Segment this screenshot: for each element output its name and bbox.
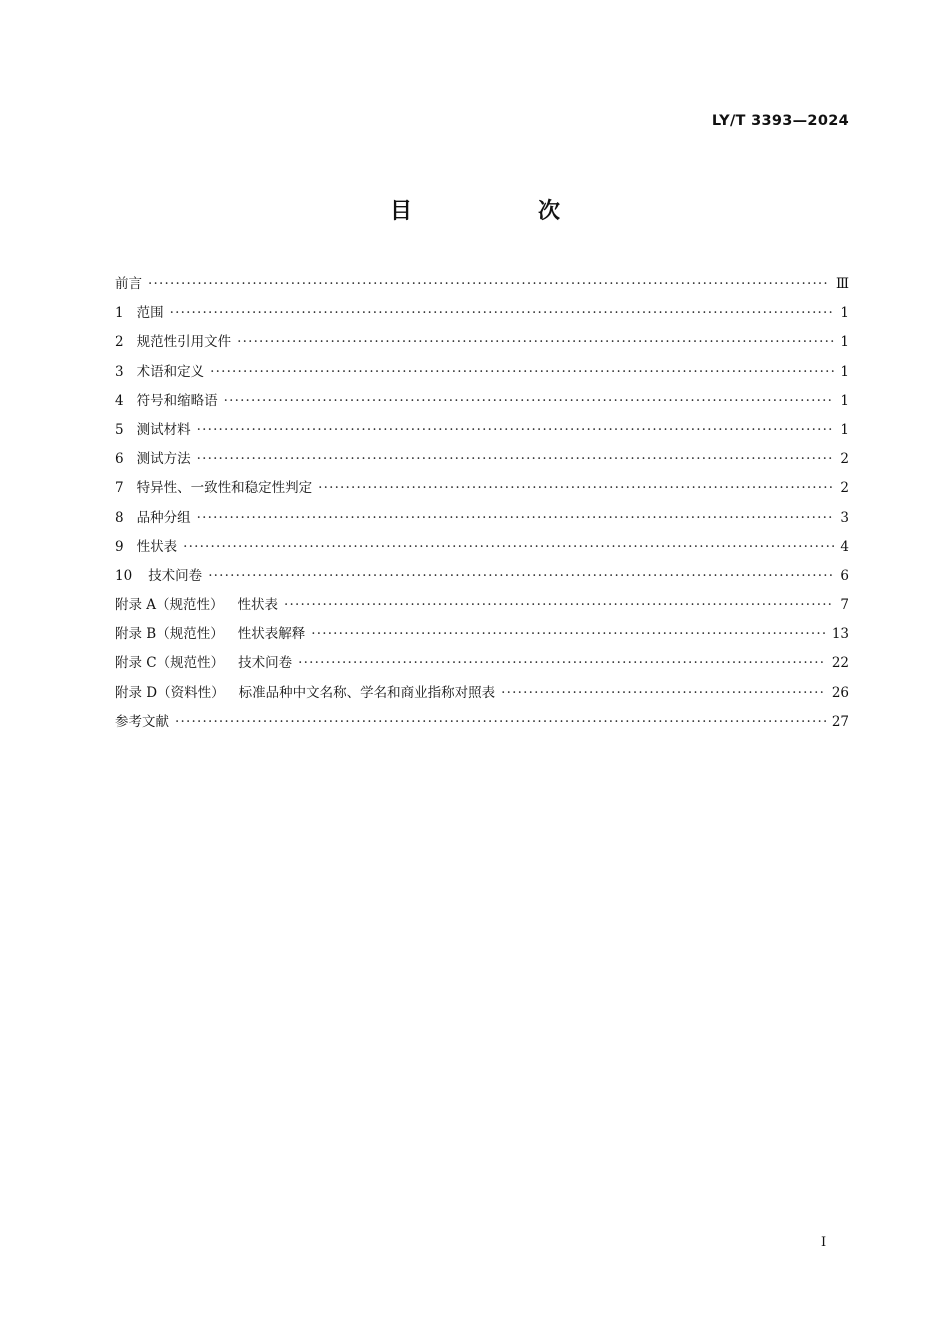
toc-entry-label-group (115, 416, 191, 445)
toc-entry-title: 特异性、一致性和稳定性判定 (136, 480, 313, 497)
document-code: LY/T 3393—2024 (711, 113, 849, 129)
toc-entry[interactable] (115, 299, 849, 328)
toc-section-number: 7 (115, 480, 124, 497)
toc-page-number: 2 (840, 451, 849, 468)
toc-entry-subtitle: 性状表 (237, 597, 279, 614)
dot-leader (197, 445, 835, 474)
toc-entry-label-group (115, 474, 312, 503)
dot-leader (311, 620, 826, 649)
toc-entry-label-group (115, 445, 191, 474)
dot-leader (183, 533, 834, 562)
toc-entry-title: 范围 (136, 305, 164, 322)
dot-leader (237, 328, 834, 357)
toc-entry-label-group (115, 708, 169, 737)
toc-entry-label-group (115, 533, 177, 562)
toc-section-number: 1 (115, 305, 124, 322)
dot-leader (148, 270, 830, 299)
dot-leader (298, 649, 826, 678)
dot-leader (284, 591, 834, 620)
toc-entry[interactable] (115, 270, 849, 299)
dot-leader (170, 299, 835, 328)
toc-page-number: 4 (840, 538, 849, 555)
toc-section-number: 3 (115, 363, 124, 380)
dot-leader (175, 708, 826, 737)
toc-entry-label-group (115, 679, 495, 708)
toc-page-number: 1 (840, 334, 849, 351)
toc-entry[interactable] (115, 649, 849, 678)
toc-entry-label-group (115, 504, 191, 533)
toc-section-number: 6 (115, 451, 124, 468)
page-title: 目 次 (389, 199, 612, 224)
toc-entry-title: 测试材料 (136, 421, 191, 438)
toc-entry[interactable] (115, 504, 849, 533)
toc-page-number: 27 (831, 713, 849, 730)
toc-page-number: 1 (840, 305, 849, 322)
toc-entry[interactable] (115, 445, 849, 474)
toc-entry-title: 符号和缩略语 (136, 392, 218, 409)
toc-section-number: 10 (115, 567, 133, 584)
toc-entry-label-group (115, 620, 305, 649)
toc-entry-subtitle: 技术问卷 (238, 655, 293, 672)
toc-entry-label-group (115, 562, 202, 591)
toc-entry[interactable] (115, 358, 849, 387)
toc-page-number: 13 (831, 626, 849, 643)
toc-entry[interactable] (115, 533, 849, 562)
toc-entry[interactable] (115, 474, 849, 503)
toc-entry-label-group (115, 299, 164, 328)
dot-leader (224, 387, 835, 416)
toc-entry[interactable] (115, 620, 849, 649)
toc-entry-title: 前言 (115, 276, 142, 292)
dot-leader (197, 416, 835, 445)
dot-leader (197, 504, 835, 533)
toc-entry[interactable] (115, 562, 849, 591)
dot-leader (208, 562, 834, 591)
toc-section-number: 9 (115, 538, 124, 555)
toc-section-number: 5 (115, 421, 124, 438)
toc-entry-subtitle: 性状表解释 (237, 626, 306, 643)
toc-page-number: 1 (840, 421, 849, 438)
toc-entry[interactable] (115, 416, 849, 445)
toc-entry-label-group (115, 649, 292, 678)
toc-section-number: 2 (115, 334, 124, 351)
page-number: I (821, 1235, 827, 1250)
toc-entry[interactable] (115, 708, 849, 737)
toc-page-number: 2 (840, 480, 849, 497)
toc-entry-title: 规范性引用文件 (136, 334, 232, 351)
toc-page-number: 1 (840, 363, 849, 380)
toc-entry-title: 技术问卷 (148, 567, 203, 584)
toc-page-number: 26 (831, 684, 849, 701)
toc-entry[interactable] (115, 387, 849, 416)
toc-entry[interactable] (115, 679, 849, 708)
toc-page-number: Ⅲ (835, 276, 849, 292)
toc-entry-label-group (115, 591, 278, 620)
toc-entry-title: 性状表 (136, 538, 178, 555)
toc-section-number: 8 (115, 509, 124, 526)
toc-entry-label-group (115, 328, 231, 357)
toc-entry-title: 附录 A（规范性） (115, 597, 224, 614)
toc-entry-title: 参考文献 (115, 713, 169, 730)
toc-page-number: 7 (840, 597, 849, 614)
toc-page-number: 1 (840, 392, 849, 409)
toc-entry-title: 品种分组 (136, 509, 191, 526)
toc-entry-label-group (115, 387, 218, 416)
dot-leader (318, 474, 834, 503)
toc-entry-label-group (115, 270, 142, 299)
toc-entry-label-group (115, 358, 204, 387)
toc-entry-title: 附录 B（规范性） (115, 626, 224, 643)
toc-page-number: 22 (831, 655, 849, 672)
toc-entry-subtitle: 标准品种中文名称、学名和商业指称对照表 (238, 684, 496, 701)
toc-entry-title: 附录 C（规范性） (115, 655, 225, 672)
toc-entry-title: 术语和定义 (136, 363, 205, 380)
toc-entry[interactable] (115, 328, 849, 357)
toc-page-number: 3 (840, 509, 849, 526)
toc-entry-title: 附录 D（资料性） (115, 684, 225, 701)
toc-entry-title: 测试方法 (136, 451, 191, 468)
dot-leader (210, 358, 834, 387)
dot-leader (501, 679, 826, 708)
toc-page-number: 6 (840, 567, 849, 584)
toc-section-number: 4 (115, 392, 124, 409)
toc-entry[interactable] (115, 591, 849, 620)
table-of-contents (115, 270, 849, 737)
